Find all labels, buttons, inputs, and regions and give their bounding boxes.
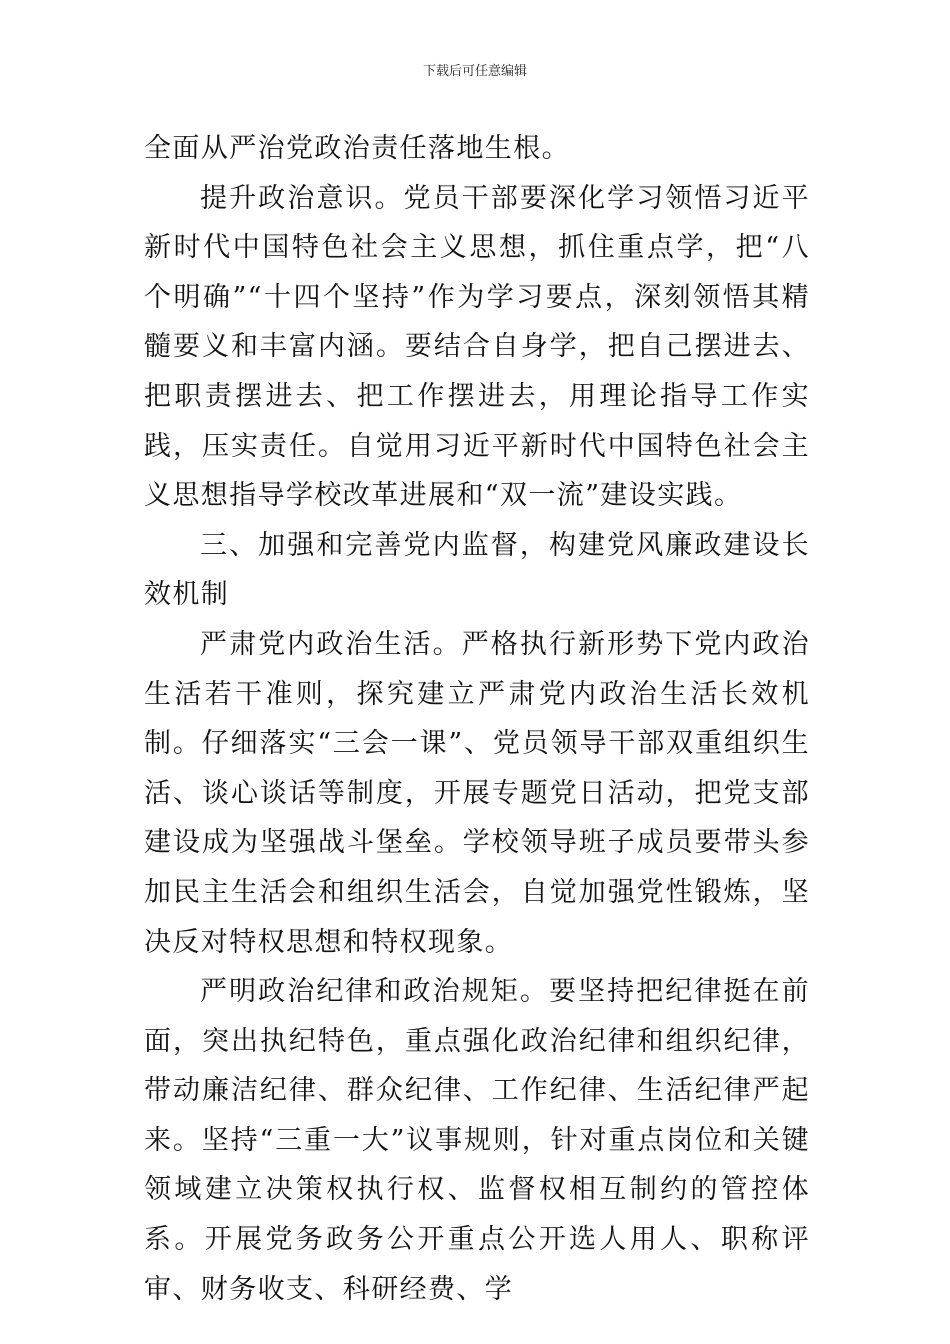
paragraph-political-awareness: 提升政治意识。党员干部要深化学习领悟习近平新时代中国特色社会主义思想，抓住重点学，把“八个明确”“十四个坚持”作为学习要点，深刻领悟其精髓要义和丰富内涵。要结合自身学，把自己摆进去、把职责摆进去、把工作摆进去，用理论指导工作实践，压实责任。自觉用习近平新时代中国特色社会主义思想指导学校改革进展和“双一流”建设实践。	[144, 182, 810, 512]
paragraph-political-discipline: 严明政治纪律和政治规矩。要坚持把纪律挺在前面，突出执纪特色，重点强化政治纪律和组织纪律，带动廉洁纪律、群众纪律、工作纪律、生活纪律严起来。坚持“三重一大”议事规则，针对重点岗位和关键领域建立决策权执行权、监督权相互制约的管控体系。开展党务政务公开重点公开选人用人、职称评审、财务收支、科研经费、学	[144, 976, 810, 1305]
paragraph-continuation: 全面从严治党政治责任落地生根。	[144, 133, 570, 164]
document-body	[144, 124, 810, 1314]
section-heading-3: 三、加强和完善党内监督，构建党风廉政建设长效机制	[144, 529, 810, 611]
page-header-note: 下载后可任意编辑	[422, 64, 527, 79]
paragraph-political-life: 严肃党内政治生活。严格执行新形势下党内政治生活若干准则，探究建立严肃党内政治生活长效机制。仔细落实“三会一课”、党员领导干部双重组织生活、谈心谈话等制度，开展专题党日活动，把党支部建设成为坚强战斗堡垒。学校领导班子成员要带头参加民主生活会和组织生活会，自觉加强党性锻炼，坚决反对特权思想和特权现象。	[144, 628, 810, 958]
